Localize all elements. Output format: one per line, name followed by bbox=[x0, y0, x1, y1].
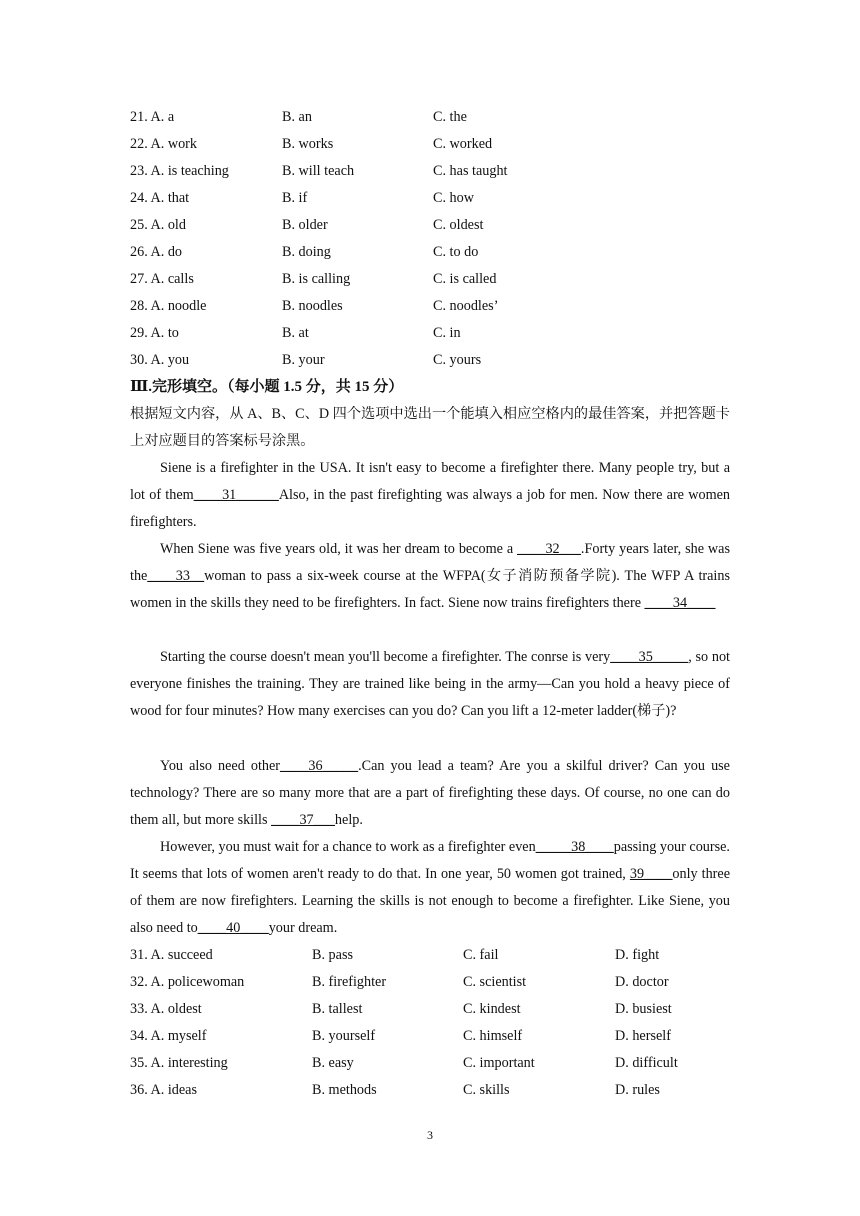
option-c: C. yours bbox=[433, 352, 482, 368]
option-a: 28. A. noodle bbox=[130, 298, 207, 314]
question-row bbox=[130, 1023, 730, 1050]
option-b: B. at bbox=[282, 325, 309, 341]
option-b: B. your bbox=[282, 352, 325, 368]
passage-paragraph-5: However, you must wait for a chance to work as a firefighter even_____38____passing your course. It seems that lots of women aren't ready to do that. In one year, 50 women got trained, 39____only three of them are now firefighters. Learning the skills is not enough to become a firefighter. Like Siene, you also need to____40____your dream. bbox=[130, 839, 730, 936]
option-d: D. busiest bbox=[615, 1001, 672, 1017]
option-a: 34. A. myself bbox=[130, 1028, 207, 1044]
question-row bbox=[130, 942, 730, 969]
option-b: B. firefighter bbox=[312, 974, 387, 990]
option-c: C. has taught bbox=[433, 163, 508, 179]
option-d: D. rules bbox=[615, 1082, 660, 1098]
section-heading: Ⅲ.完形填空。（每小题 1.5 分，共 15 分） bbox=[130, 379, 404, 395]
option-b: B. older bbox=[282, 217, 328, 233]
option-c: C. important bbox=[463, 1055, 535, 1071]
option-b: B. noodles bbox=[282, 298, 343, 314]
option-b: B. is calling bbox=[282, 271, 351, 287]
option-a: 32. A. policewoman bbox=[130, 974, 245, 990]
question-row bbox=[130, 347, 730, 374]
question-row bbox=[130, 158, 730, 185]
option-a: 30. A. you bbox=[130, 352, 190, 368]
option-a: 29. A. to bbox=[130, 325, 179, 341]
option-c: C. oldest bbox=[433, 217, 484, 233]
blank-31: ____31______ bbox=[193, 487, 279, 503]
option-a: 31. A. succeed bbox=[130, 947, 213, 963]
option-d: D. difficult bbox=[615, 1055, 678, 1071]
option-d: D. herself bbox=[615, 1028, 671, 1044]
option-c: C. fail bbox=[463, 947, 499, 963]
option-a: 27. A. calls bbox=[130, 271, 194, 287]
option-a: 22. A. work bbox=[130, 136, 197, 152]
option-c: C. the bbox=[433, 109, 467, 125]
option-a: 23. A. is teaching bbox=[130, 163, 229, 179]
question-row bbox=[130, 131, 730, 158]
option-c: C. how bbox=[433, 190, 474, 206]
option-b: B. will teach bbox=[282, 163, 355, 179]
option-c: C. skills bbox=[463, 1082, 510, 1098]
question-row bbox=[130, 266, 730, 293]
blank-39: 39____ bbox=[629, 866, 673, 882]
question-row bbox=[130, 239, 730, 266]
option-c: C. in bbox=[433, 325, 461, 341]
option-b: B. doing bbox=[282, 244, 331, 260]
option-d: D. fight bbox=[615, 947, 660, 963]
option-b: B. pass bbox=[312, 947, 353, 963]
blank-34: ____34____ bbox=[644, 595, 716, 611]
question-row bbox=[130, 212, 730, 239]
option-b: B. works bbox=[282, 136, 334, 152]
question-row bbox=[130, 1050, 730, 1077]
option-c: C. kindest bbox=[463, 1001, 521, 1017]
option-b: B. tallest bbox=[312, 1001, 363, 1017]
option-b: B. if bbox=[282, 190, 308, 206]
option-b: B. easy bbox=[312, 1055, 354, 1071]
question-row bbox=[130, 104, 730, 131]
option-c: C. worked bbox=[433, 136, 493, 152]
option-b: B. yourself bbox=[312, 1028, 376, 1044]
option-c: C. is called bbox=[433, 271, 497, 287]
option-d: D. doctor bbox=[615, 974, 669, 990]
passage-paragraph-1: Siene is a firefighter in the USA. It isn't easy to become a firefighter there. Many people try, but a lot of them____31______Also, in the past firefighting was always a job for men. Now there are women firefighters. bbox=[130, 460, 730, 530]
option-a: 21. A. a bbox=[130, 109, 175, 125]
passage-paragraph-4: You also need other____36_____.Can you lead a team? Are you a skilful driver? Can you use technology? There are so many more that are a part of firefighting these days. Of course, no one can do them all, but more skills ____37___help. bbox=[130, 758, 730, 828]
passage-paragraph-2: When Siene was five years old, it was her dream to become a ____32___.Forty years later, she was the____33__woman to pass a six-week course at the WFPA(女子消防预备学院). The WFP A trains women in the skills they need to be firefighters. In fact. Siene now trains firefighters there ____34____ bbox=[130, 541, 730, 611]
blank-40: ____40____ bbox=[197, 920, 269, 936]
blank-38: _____38____ bbox=[535, 839, 614, 855]
option-c: C. noodles’ bbox=[433, 298, 499, 314]
blank-32: ____32___ bbox=[517, 541, 581, 557]
question-row bbox=[130, 293, 730, 320]
section-instruction: 根据短文内容，从 A、B、C、D 四个选项中选出一个能填入相应空格内的最佳答案，并把答题卡上对应题目的答案标号涂黑。 bbox=[130, 406, 730, 449]
blank-35: ____35_____ bbox=[610, 649, 689, 665]
question-row bbox=[130, 320, 730, 347]
option-a: 24. A. that bbox=[130, 190, 190, 206]
blank-36: ____36_____ bbox=[280, 758, 359, 774]
option-c: C. to do bbox=[433, 244, 479, 260]
question-row bbox=[130, 1077, 730, 1104]
option-a: 36. A. ideas bbox=[130, 1082, 197, 1098]
option-c: C. scientist bbox=[463, 974, 527, 990]
option-a: 25. A. old bbox=[130, 217, 186, 233]
blank-37: ____37___ bbox=[271, 812, 335, 828]
question-row bbox=[130, 996, 730, 1023]
option-a: 33. A. oldest bbox=[130, 1001, 202, 1017]
question-row bbox=[130, 969, 730, 996]
option-b: B. an bbox=[282, 109, 312, 125]
page-number: 3 bbox=[427, 1128, 433, 1142]
option-a: 35. A. interesting bbox=[130, 1055, 228, 1071]
option-a: 26. A. do bbox=[130, 244, 183, 260]
option-b: B. methods bbox=[312, 1082, 377, 1098]
passage-paragraph-3: Starting the course doesn't mean you'll become a firefighter. The conrse is very____35_____, so not everyone finishes the training. They are trained like being in the army—Can you hold a heavy piece of wood for four minutes? How many exercises can you do? Can you lift a 12-meter ladder(梯子)? bbox=[130, 649, 730, 719]
blank-33: ____33__ bbox=[147, 568, 205, 584]
option-c: C. himself bbox=[463, 1028, 523, 1044]
question-row bbox=[130, 185, 730, 212]
